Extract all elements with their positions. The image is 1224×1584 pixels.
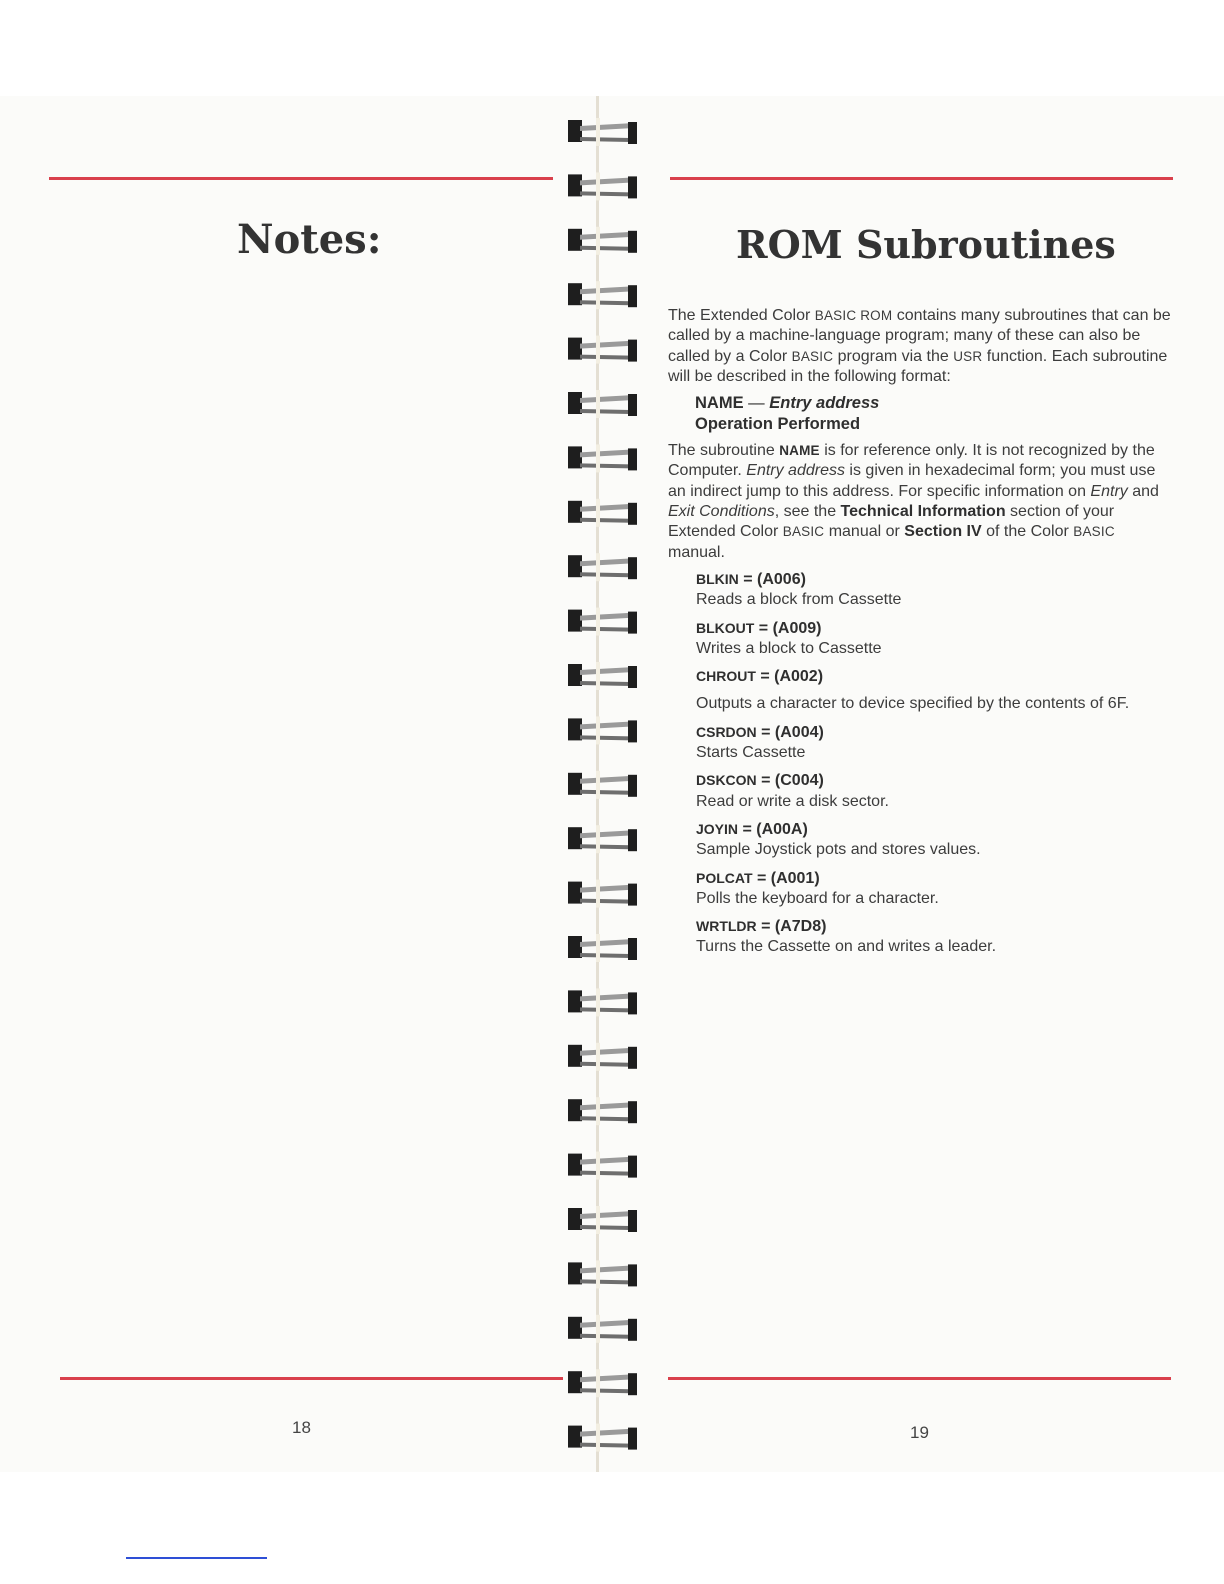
binding-coil: [568, 716, 637, 744]
subroutine-entry: DSKCON = (C004) Read or write a disk sector.: [696, 772, 889, 810]
format-name-line: NAME — Entry address: [695, 394, 880, 413]
binding-coil: [568, 1206, 637, 1234]
binding-coil: [568, 771, 637, 799]
binding-coil: [568, 825, 637, 853]
binding-coil: [568, 172, 637, 200]
subroutine-entry: CHROUT = (A002) Outputs a character to device specified by the contents of 6F.: [696, 668, 1130, 713]
binding-coil: [568, 880, 637, 908]
right-top-rule: [670, 177, 1173, 180]
binding-coil: [568, 1097, 637, 1125]
subroutine-entry: BLKIN = (A006) Reads a block from Cassette: [696, 570, 902, 609]
format-operation-line: Operation Performed: [695, 415, 861, 434]
left-bottom-rule: [60, 1377, 563, 1380]
intro-paragraph: The Extended Color BASIC ROM contains many subroutines that can be called by a machine-language program; many of these can also be called by a Color BASIC program via the USR function. Each subroutine will be described in the following format:: [668, 307, 1171, 385]
format-example: [695, 393, 1173, 435]
subroutine-entry: CSRDON = (A004) Starts Cassette: [696, 723, 824, 762]
subroutine-entry: POLCAT = (A001) Polls the keyboard for a character.: [696, 869, 939, 907]
subroutine-entry: WRTLDR = (A7D8) Turns the Cassette on and writes a leader.: [696, 918, 997, 956]
binding-coil: [568, 553, 637, 581]
subroutine-entry: JOYIN = (A00A) Sample Joystick pots and stores values.: [696, 820, 981, 859]
binding-coil: [568, 444, 637, 472]
explanation-paragraph: The subroutine NAME is for reference only. It is not recognized by the Computer. Entry address is given in hexadecimal form; you must use an indirect jump to this address. For specific information on Entry and Exit Conditions, see the Technical Information section of your Extended Color BASIC manual or Section IV of the Color BASIC manual.: [668, 442, 1159, 561]
right-page-number: 19: [910, 1423, 929, 1442]
binding-coil: [568, 390, 637, 418]
binding-coil: [568, 1043, 637, 1071]
binding-coil: [568, 1424, 637, 1452]
binding-coil: [568, 988, 637, 1016]
right-page-body: [668, 306, 1173, 958]
subroutine-entry: BLKOUT = (A009) Writes a block to Cassette: [696, 619, 882, 657]
right-page-heading: ROM Subroutines: [736, 222, 1116, 267]
left-top-rule: [49, 177, 553, 180]
right-bottom-rule: [668, 1377, 1171, 1380]
binding-coil: [568, 227, 637, 255]
subroutine-list: [668, 569, 1173, 958]
binding-coil: [568, 499, 637, 527]
binding-coil: [568, 934, 637, 962]
binding-coil: [568, 662, 637, 690]
binding-coil: [568, 1152, 637, 1180]
spiral-binding-icon: [560, 96, 650, 1472]
binding-coil: [568, 281, 637, 309]
binding-coil: [568, 608, 637, 636]
link-underline: [126, 1557, 267, 1559]
binding-coil: [568, 1315, 637, 1343]
binding-coil: [568, 1369, 637, 1397]
binding-coil: [568, 336, 637, 364]
binding-coil: [568, 1260, 637, 1288]
left-page-number: 18: [292, 1418, 311, 1437]
binding-coil: [568, 118, 637, 146]
left-page-heading: Notes:: [237, 216, 382, 263]
